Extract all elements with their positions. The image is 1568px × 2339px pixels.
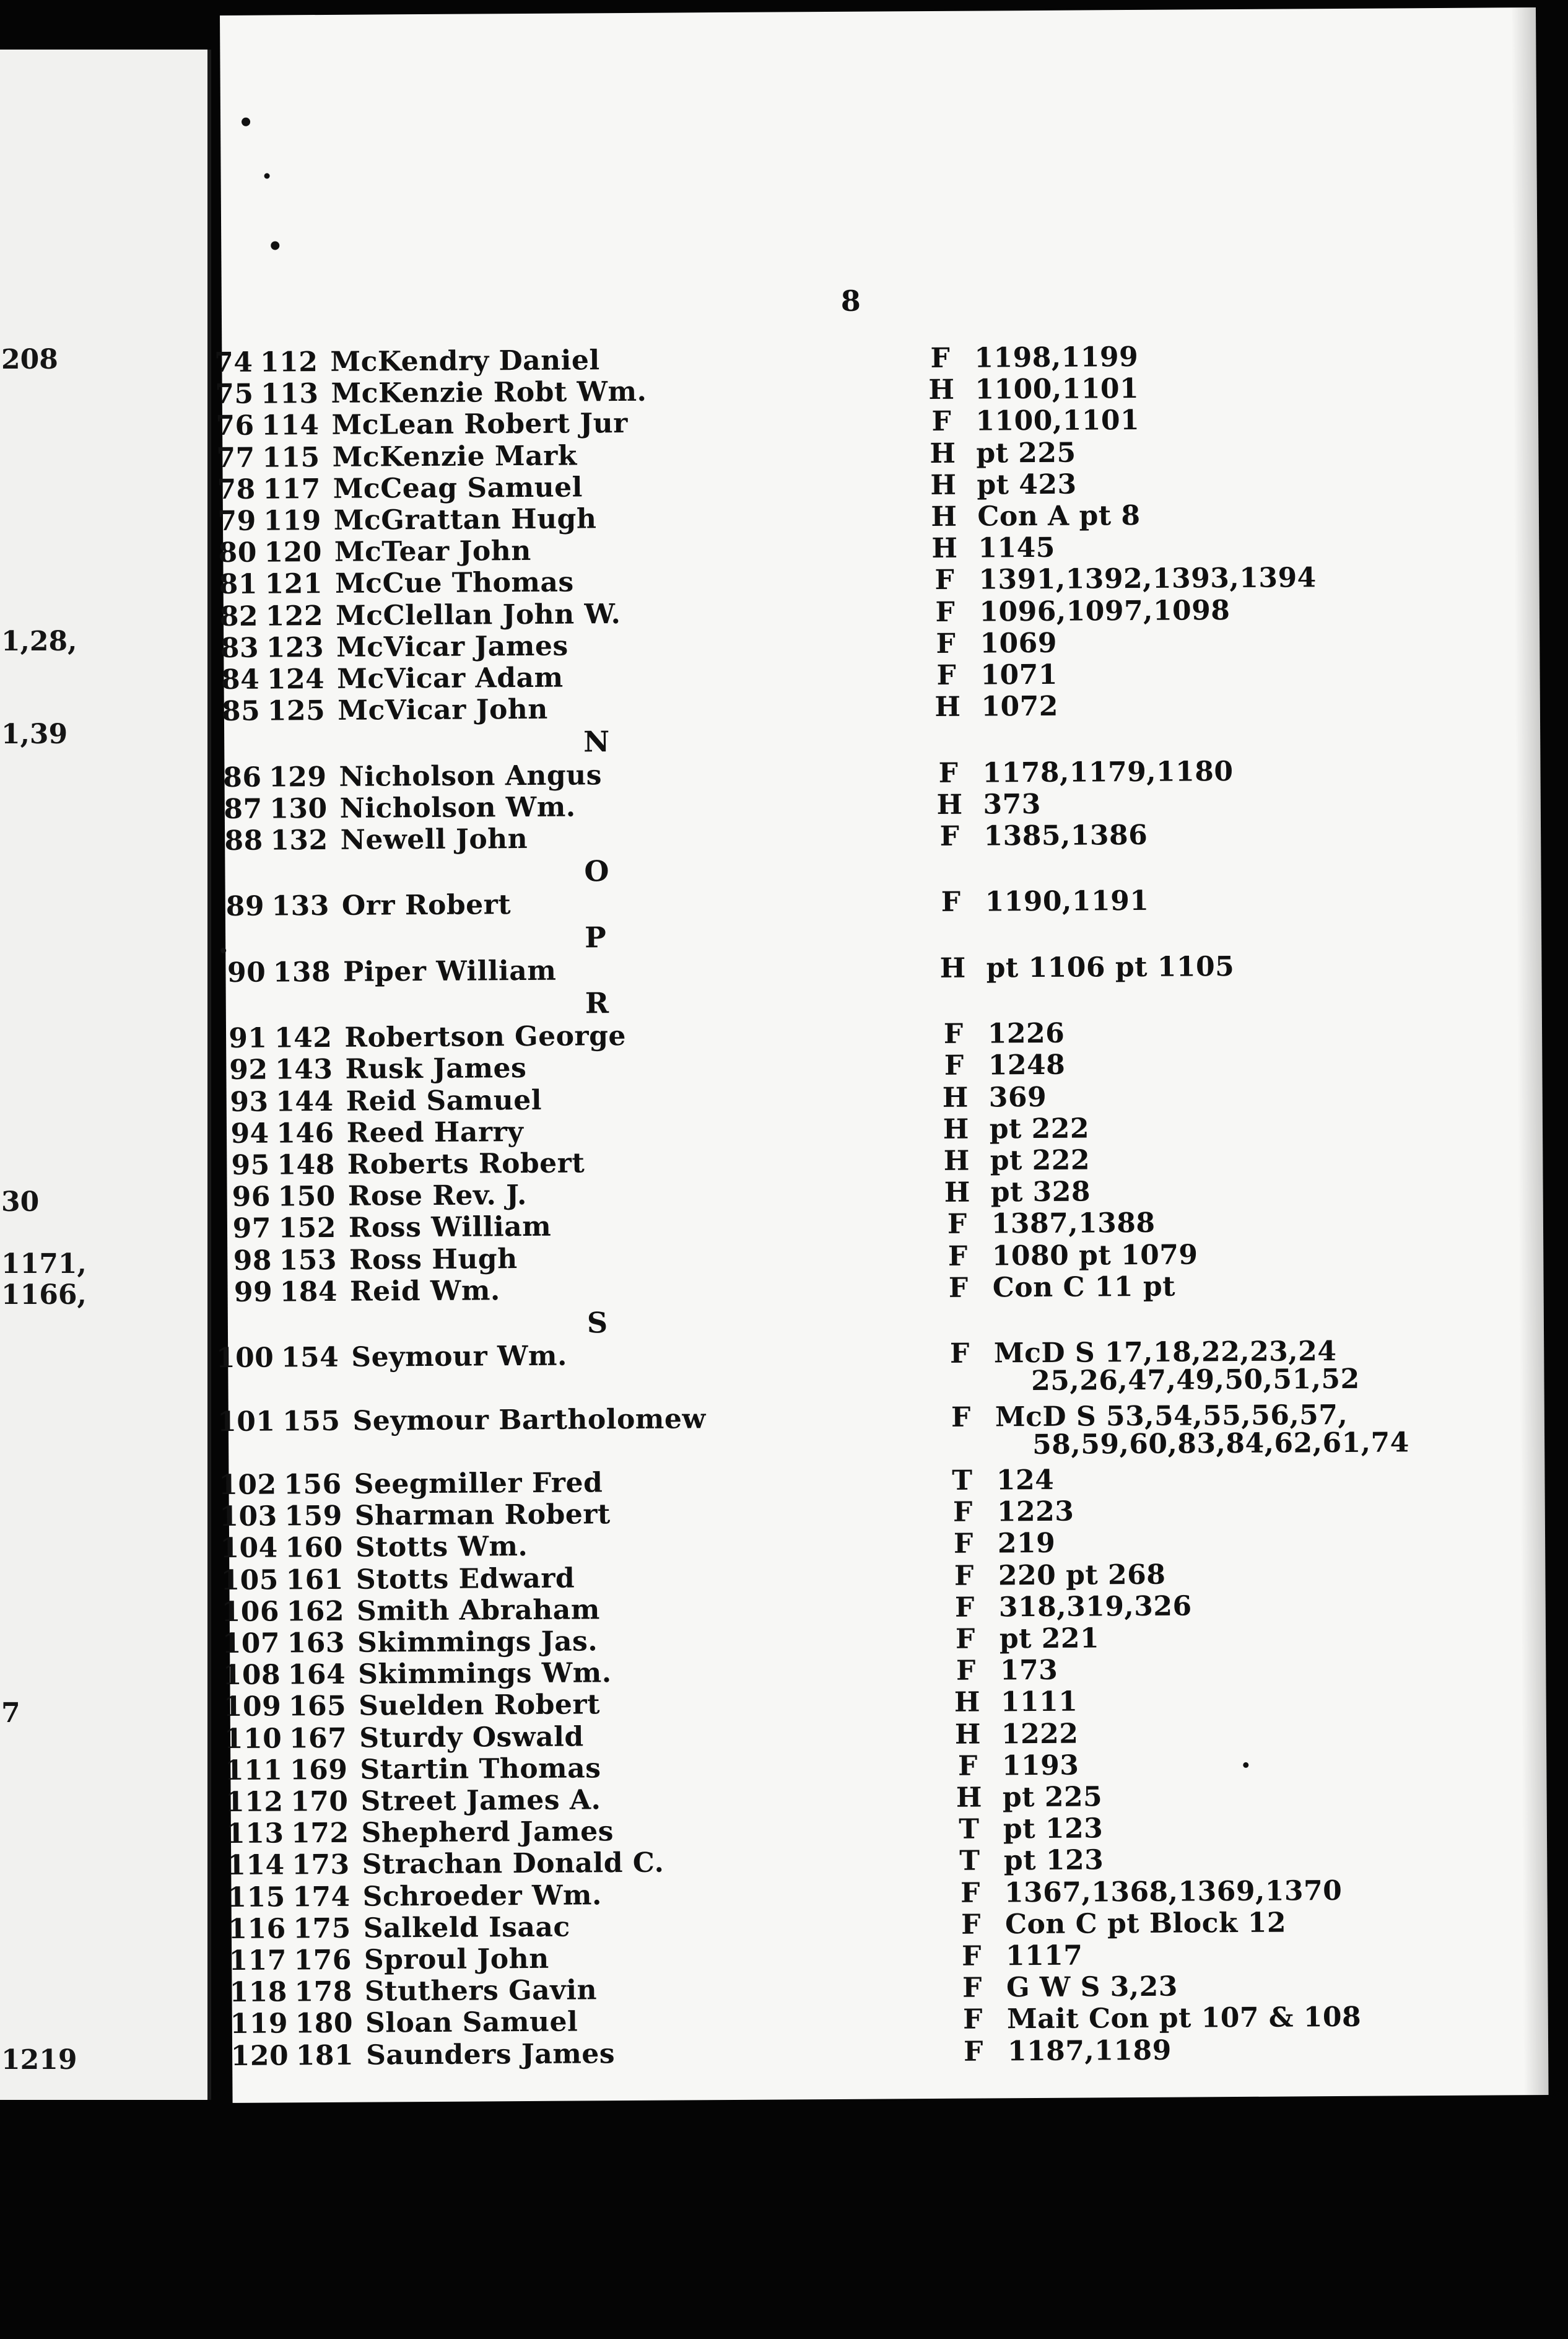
entry-number: 89: [225, 890, 265, 923]
left-page-fragment: 1,39: [1, 719, 68, 750]
owner-name: Skimmings Jas.: [357, 1625, 598, 1659]
owner-name: McVicar John: [338, 693, 548, 727]
owner-name: Roberts Robert: [347, 1147, 585, 1181]
roll-number: 173: [292, 1849, 350, 1881]
class-code: H: [934, 691, 961, 724]
lot-numbers: 1226: [987, 1017, 1065, 1050]
lot-numbers: 369: [988, 1081, 1047, 1114]
lot-numbers: 1223: [996, 1495, 1074, 1528]
class-code: F: [953, 1528, 973, 1560]
class-code: H: [939, 952, 966, 984]
lot-numbers: Con C 11 pt: [992, 1270, 1176, 1304]
roll-number: 154: [281, 1342, 339, 1374]
lot-numbers: 1248: [988, 1049, 1066, 1082]
ink-speck: [220, 948, 226, 953]
class-code: H: [931, 532, 958, 565]
class-code: F: [947, 1209, 967, 1241]
class-code: T: [959, 1845, 980, 1878]
owner-name: Stotts Edward: [355, 1562, 575, 1596]
lot-numbers: 1071: [980, 658, 1058, 691]
page-number: 8: [840, 284, 861, 318]
owner-name: Nicholson Angus: [339, 759, 603, 793]
section-letter: N: [583, 725, 610, 759]
roll-listing: [214, 7, 1536, 2072]
lot-numbers: 1111: [1000, 1685, 1078, 1718]
entry-number: 107: [222, 1627, 281, 1660]
left-page-fragment: 1171,: [1, 1248, 87, 1280]
lot-numbers: 1072: [981, 690, 1059, 723]
owner-name: McKenzie Mark: [332, 440, 577, 473]
roll-number: 122: [265, 600, 324, 632]
entry-number: 118: [229, 1976, 288, 2009]
roll-number: 133: [271, 890, 330, 922]
entry-number: 97: [232, 1212, 272, 1245]
entry-number: 87: [224, 793, 263, 825]
document-page: [214, 7, 1549, 2103]
entry-number: 115: [227, 1881, 285, 1913]
left-page-fragment: 1,28,: [1, 626, 77, 657]
lot-numbers: 318,319,326: [998, 1590, 1192, 1624]
roll-number: 146: [276, 1117, 334, 1150]
class-code: F: [955, 1623, 975, 1655]
lot-numbers: 1069: [980, 627, 1058, 660]
lot-numbers: 173: [1000, 1654, 1058, 1687]
class-code: F: [949, 1337, 970, 1370]
class-code: H: [954, 1686, 981, 1719]
roll-number: 119: [263, 505, 321, 537]
owner-name: Rusk James: [345, 1052, 527, 1086]
roll-number: 125: [267, 695, 326, 727]
entry-number: 80: [218, 536, 258, 569]
entry-number: 88: [224, 824, 263, 857]
class-code: H: [936, 789, 963, 821]
ink-speck: [242, 118, 250, 126]
entry-number: 85: [221, 695, 261, 728]
class-code: F: [963, 2035, 984, 2068]
entry-number: 112: [225, 1786, 284, 1818]
roll-number: 142: [274, 1022, 333, 1054]
entry-number: 84: [220, 663, 260, 696]
class-code: H: [943, 1113, 970, 1145]
roll-number: 124: [266, 663, 325, 696]
owner-name: McCue Thomas: [334, 566, 574, 600]
roll-number: 176: [294, 1944, 352, 1977]
class-code: H: [954, 1718, 982, 1751]
owner-name: Rose Rev. J.: [347, 1179, 528, 1212]
ink-speck: [271, 241, 279, 250]
owner-name: Schroeder Wm.: [362, 1879, 602, 1913]
class-code: H: [931, 501, 957, 533]
roll-number: 120: [264, 536, 323, 569]
lot-numbers: 124: [996, 1464, 1055, 1497]
owner-name: Nicholson Wm.: [339, 791, 576, 824]
entry-number: 106: [221, 1596, 280, 1628]
entry-number: 120: [230, 2039, 289, 2072]
owner-name: Shepherd James: [361, 1816, 614, 1849]
lot-numbers: 1096,1097,1098: [979, 594, 1230, 628]
previous-page-strip: [0, 50, 211, 2100]
entry-number: 116: [228, 1913, 286, 1945]
section-letter: P: [584, 920, 606, 955]
lot-numbers: 1367,1368,1369,1370: [1004, 1874, 1343, 1908]
entry-number: 95: [231, 1149, 270, 1181]
class-code: F: [934, 564, 955, 597]
entry-number: 96: [232, 1181, 271, 1213]
entry-number: 98: [233, 1244, 272, 1277]
entry-number: 102: [219, 1469, 277, 1502]
left-page-fragment: 1219: [1, 2044, 77, 2076]
roll-entry: [225, 883, 1464, 922]
class-code: F: [939, 820, 960, 852]
lot-numbers: 219: [997, 1528, 1056, 1560]
owner-name: Robertson George: [344, 1020, 627, 1054]
owner-name: McCeag Samuel: [333, 471, 583, 505]
entry-number: 81: [219, 569, 258, 601]
owner-name: McTear John: [334, 535, 531, 569]
entry-number: 74: [214, 346, 253, 379]
entry-number: 101: [217, 1406, 276, 1438]
lot-numbers: 1187,1189: [1007, 2034, 1172, 2067]
owner-name: Newell John: [340, 823, 528, 856]
lot-numbers: 1080 pt 1079: [991, 1238, 1198, 1272]
roll-number: 181: [295, 2039, 354, 2071]
class-code: H: [930, 437, 956, 470]
lot-numbers: pt 123: [1003, 1812, 1104, 1845]
roll-number: 159: [284, 1500, 342, 1532]
class-code: F: [962, 2003, 983, 2036]
owner-name: Sproul John: [364, 1943, 549, 1976]
entry-number: 105: [220, 1564, 279, 1596]
roll-number: 138: [272, 956, 331, 989]
class-code: F: [954, 1591, 975, 1624]
class-code: H: [928, 374, 955, 406]
owner-name: Ross William: [348, 1211, 552, 1244]
lot-numbers: 1145: [978, 531, 1056, 564]
owner-name: Reid Samuel: [346, 1084, 542, 1117]
roll-number: 184: [279, 1275, 338, 1308]
roll-number: 132: [270, 824, 328, 857]
roll-number: 160: [285, 1532, 343, 1564]
roll-number: 178: [294, 1975, 353, 2008]
owner-name: Orr Robert: [341, 889, 512, 922]
owner-name: Sharman Robert: [354, 1498, 611, 1532]
roll-number: 161: [285, 1563, 344, 1596]
entry-number: 77: [216, 442, 255, 474]
class-code: F: [956, 1655, 976, 1687]
lot-numbers: McD S 53,54,55,56,57,: [995, 1399, 1348, 1433]
owner-name: Seymour Bartholomew: [352, 1402, 706, 1437]
roll-number: 155: [282, 1405, 341, 1438]
entry-number: 78: [217, 473, 256, 505]
lot-numbers: pt 1106 pt 1105: [986, 950, 1235, 984]
left-page-fragment: 208: [1, 344, 58, 375]
roll-number: 144: [276, 1085, 334, 1118]
entry-number: 100: [216, 1342, 274, 1375]
entry-number: 82: [219, 600, 259, 632]
owner-name: McKendry Daniel: [330, 344, 600, 378]
owner-name: Piper William: [343, 955, 557, 988]
lot-numbers: 1387,1388: [991, 1207, 1156, 1240]
class-code: F: [947, 1240, 968, 1272]
lot-numbers: Con A pt 8: [977, 499, 1141, 533]
roll-number: 174: [292, 1881, 351, 1913]
roll-number: 114: [261, 409, 320, 442]
lot-numbers: pt 328: [990, 1176, 1091, 1209]
entry-number: 76: [216, 410, 255, 442]
class-code: H: [942, 1082, 969, 1114]
entry-number: 86: [223, 761, 262, 794]
owner-name: Salkeld Isaac: [363, 1911, 570, 1944]
left-page-fragment: 1166,: [1, 1279, 87, 1311]
roll-number: 123: [266, 631, 324, 664]
roll-number: 129: [269, 761, 327, 794]
class-code: F: [944, 1050, 964, 1082]
owner-name: Reid Wm.: [349, 1275, 500, 1308]
entry-number: 119: [230, 2008, 289, 2040]
class-code: F: [936, 659, 957, 691]
owner-name: Ross Hugh: [349, 1243, 518, 1276]
lot-numbers: 1193: [1001, 1749, 1079, 1782]
owner-name: Seymour Wm.: [351, 1340, 568, 1373]
entry-number: 113: [226, 1817, 284, 1850]
class-code: F: [938, 757, 959, 789]
roll-number: 172: [291, 1817, 349, 1850]
owner-name: Strachan Donald C.: [362, 1847, 664, 1881]
owner-name: Sloan Samuel: [365, 2006, 578, 2040]
owner-name: Stuthers Gavin: [364, 1974, 598, 2008]
class-code: T: [952, 1464, 973, 1497]
lot-numbers: Con C pt Block 12: [1004, 1907, 1287, 1941]
entry-number: 108: [222, 1659, 281, 1692]
owner-name: McClellan John W.: [335, 598, 621, 632]
section-letter: R: [585, 986, 609, 1020]
roll-number: 163: [287, 1627, 346, 1659]
roll-number: 152: [278, 1212, 337, 1244]
owner-name: Stotts Wm.: [355, 1531, 528, 1564]
section-letter: O: [584, 854, 609, 888]
roll-number: 180: [295, 2008, 354, 2040]
lot-numbers: pt 221: [999, 1622, 1100, 1655]
class-code: H: [956, 1782, 983, 1814]
entry-number: 111: [224, 1754, 283, 1786]
class-code: F: [951, 1401, 971, 1433]
entry-number: 83: [220, 632, 259, 664]
entry-number: 93: [230, 1086, 269, 1118]
roll-number: 170: [290, 1785, 349, 1818]
owner-name: Smith Abraham: [356, 1594, 600, 1627]
class-code: F: [931, 406, 952, 438]
owner-name: Reed Harry: [346, 1116, 524, 1149]
ink-speck: [264, 173, 270, 179]
entry-number: 75: [215, 378, 254, 411]
lot-numbers: pt 222: [990, 1144, 1091, 1177]
class-code: F: [957, 1750, 978, 1782]
entry-number: 94: [230, 1117, 269, 1150]
roll-number: 115: [262, 441, 320, 474]
left-page-fragment: 30: [1, 1186, 40, 1218]
entry-number: 114: [227, 1849, 285, 1882]
class-code: F: [935, 596, 956, 628]
owner-name: Sturdy Oswald: [359, 1721, 584, 1754]
roll-number: 156: [284, 1468, 342, 1501]
class-code: T: [959, 1813, 980, 1845]
class-code: F: [941, 886, 961, 919]
lot-numbers: 1190,1191: [985, 885, 1149, 918]
class-code: H: [943, 1145, 970, 1177]
class-code: F: [954, 1560, 974, 1592]
class-code: F: [943, 1018, 964, 1051]
lot-numbers: pt 222: [989, 1113, 1090, 1145]
lot-numbers: 1100,1101: [975, 373, 1139, 406]
lot-numbers: 220 pt 268: [998, 1559, 1166, 1591]
entry-number: 103: [219, 1500, 277, 1533]
class-code: H: [930, 469, 957, 501]
roll-number: 113: [260, 378, 319, 410]
lot-numbers-continued: 58,59,60,83,84,62,61,74: [1032, 1427, 1409, 1461]
section-letter: S: [586, 1306, 608, 1340]
lot-numbers: Mait Con pt 107 & 108: [1006, 2001, 1362, 2035]
owner-name: Street James A.: [360, 1784, 601, 1817]
roll-number: 162: [286, 1595, 345, 1628]
roll-number: 153: [279, 1244, 338, 1277]
entry-number: 104: [220, 1532, 278, 1565]
lot-numbers: 1178,1179,1180: [982, 755, 1234, 789]
lot-numbers: pt 423: [977, 468, 1077, 501]
lot-numbers: 1117: [1005, 1939, 1083, 1972]
ink-speck: [1243, 1762, 1248, 1768]
lot-numbers: 373: [983, 788, 1042, 821]
class-code: H: [944, 1176, 971, 1209]
class-code: F: [930, 342, 951, 375]
entry-number: 90: [227, 956, 266, 989]
owner-name: Skimmings Wm.: [357, 1657, 612, 1690]
lot-numbers: McD S 17,18,22,23,24: [993, 1336, 1337, 1370]
roll-number: 121: [264, 568, 323, 600]
lot-numbers: pt 123: [1003, 1844, 1104, 1877]
roll-number: 165: [288, 1690, 347, 1723]
entry-number: 91: [229, 1022, 268, 1055]
class-code: F: [961, 1940, 982, 1972]
class-code: F: [948, 1272, 969, 1304]
page-edge-shadow: [1511, 7, 1549, 2095]
owner-name: McKenzie Robt Wm.: [331, 375, 647, 410]
owner-name: Suelden Robert: [359, 1689, 601, 1723]
lot-numbers: 1222: [1001, 1718, 1079, 1750]
roll-number: 164: [287, 1658, 346, 1691]
owner-name: McGrattan Hugh: [333, 503, 597, 536]
lot-numbers: pt 225: [976, 437, 1076, 470]
class-code: F: [962, 1972, 983, 2004]
lot-numbers: pt 225: [1002, 1781, 1103, 1814]
lot-numbers: G W S 3,23: [1006, 1970, 1178, 2004]
class-code: F: [960, 1908, 982, 1941]
roll-number: 143: [275, 1054, 333, 1086]
entry-number: 117: [229, 1944, 287, 1977]
entry-number: 92: [229, 1054, 268, 1086]
roll-number: 117: [263, 473, 321, 505]
lot-numbers: 1198,1199: [974, 341, 1139, 374]
roll-number: 175: [293, 1912, 351, 1945]
owner-name: Seegmiller Fred: [354, 1467, 603, 1500]
lot-numbers: 1385,1386: [983, 819, 1148, 852]
class-code: F: [960, 1877, 981, 1909]
class-code: F: [952, 1496, 973, 1528]
lot-numbers-continued: 25,26,47,49,50,51,52: [1031, 1363, 1360, 1397]
roll-number: 112: [259, 346, 318, 378]
lot-numbers: 1100,1101: [975, 404, 1140, 437]
owner-name: McVicar James: [336, 630, 568, 663]
roll-entry: [225, 950, 1464, 988]
owner-name: Startin Thomas: [360, 1752, 601, 1786]
roll-number: 167: [289, 1722, 347, 1754]
left-page-fragment: 7: [1, 1697, 20, 1729]
roll-number: 130: [269, 792, 328, 825]
roll-number: 169: [289, 1754, 348, 1786]
roll-number: 148: [277, 1148, 335, 1181]
entry-number: 109: [223, 1690, 282, 1723]
owner-name: McVicar Adam: [337, 662, 564, 695]
entry-number: 79: [217, 505, 256, 538]
class-code: F: [936, 627, 956, 660]
entry-number: 110: [224, 1723, 282, 1755]
lot-numbers: 1391,1392,1393,1394: [978, 562, 1317, 596]
owner-name: Saunders James: [365, 2037, 616, 2071]
owner-name: McLean Robert Jur: [331, 408, 628, 442]
entry-number: 99: [233, 1276, 273, 1308]
roll-number: 150: [277, 1181, 336, 1213]
